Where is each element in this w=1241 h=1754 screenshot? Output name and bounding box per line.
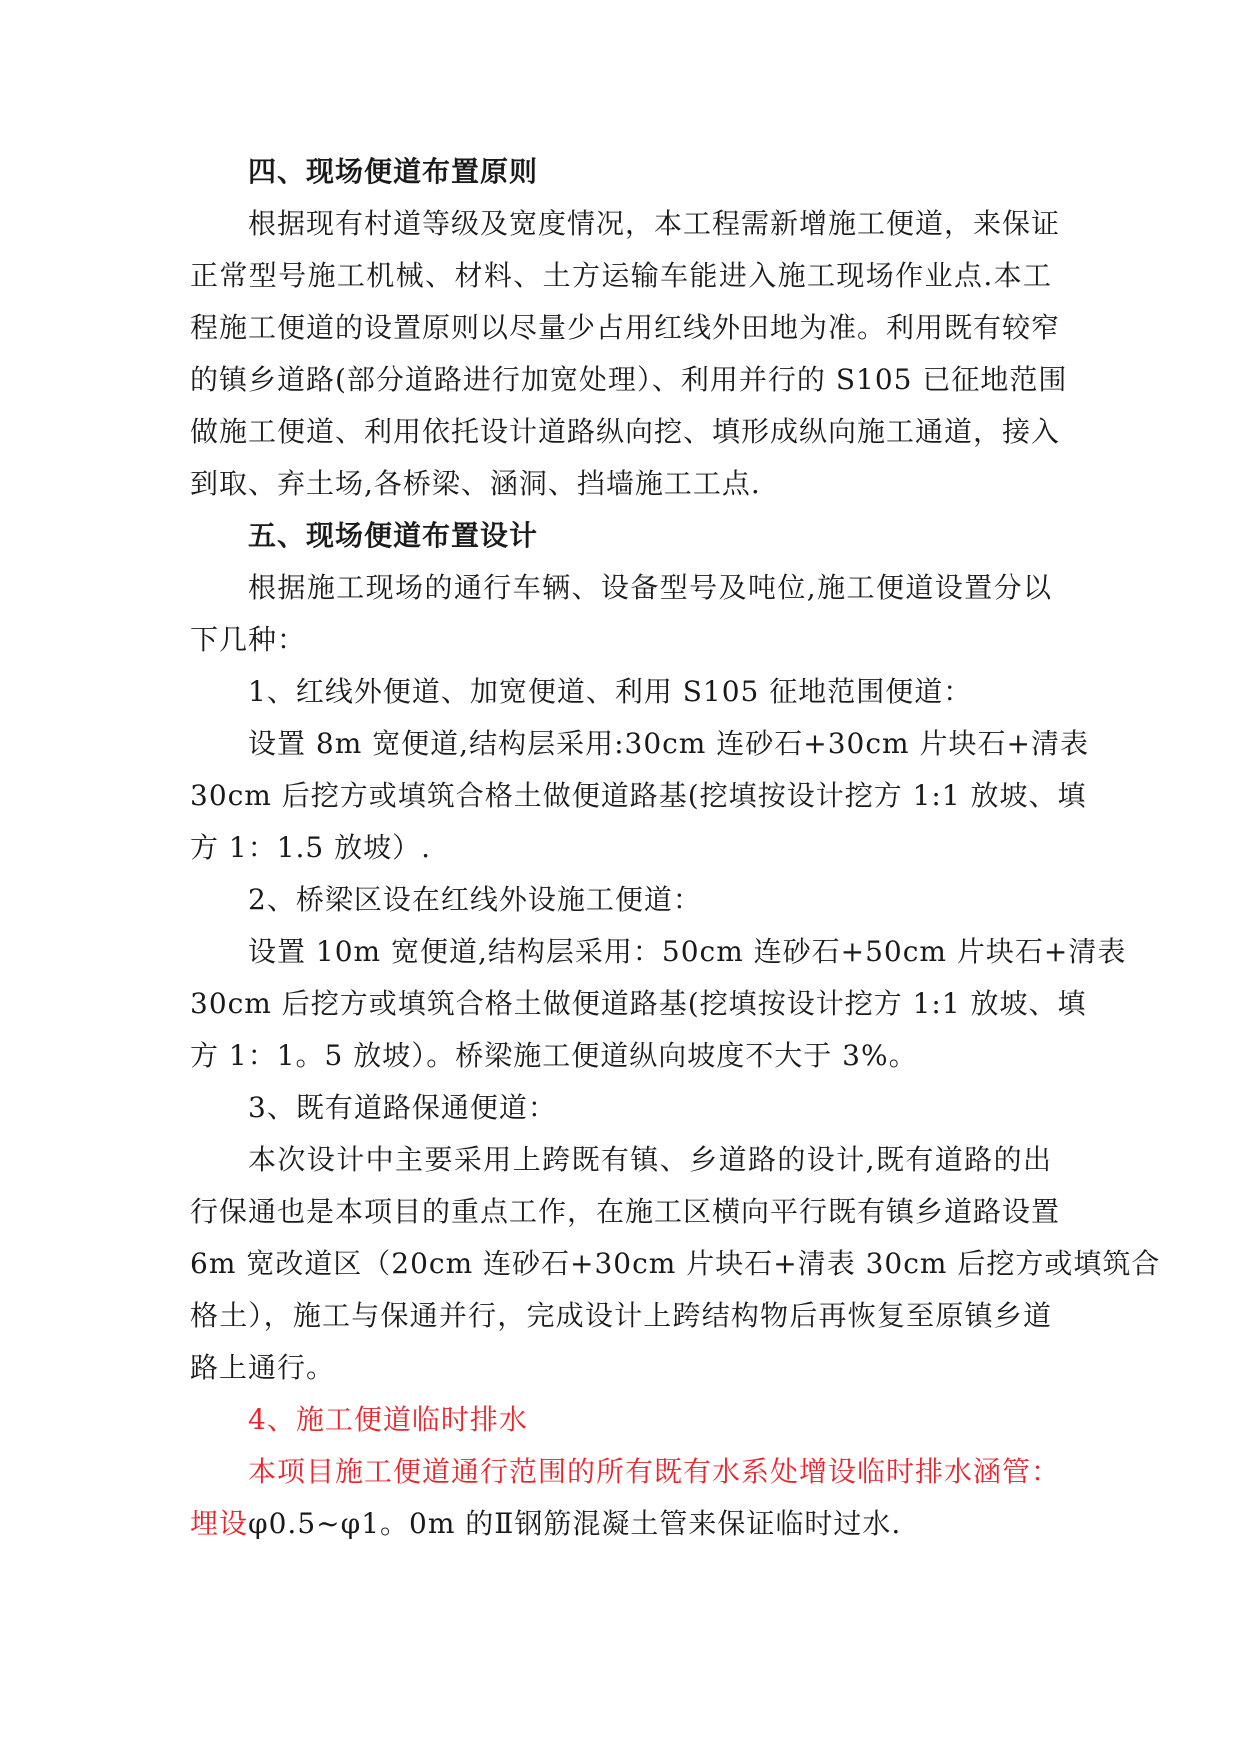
text-line: 30cm 后挖方或填筑合格土做便道路基(挖填按设计挖方 1:1 放坡、填 — [190, 987, 1087, 1020]
text-line: 4、施工便道临时排水 — [248, 1403, 528, 1436]
section-heading: 五、现场便道布置设计 — [248, 519, 539, 552]
text-line: 行保通也是本项目的重点工作，在施工区横向平行既有镇乡道路设置 — [190, 1195, 1061, 1228]
text-line: 6m 宽改道区（20cm 连砂石+30cm 片块石+清表 30cm 后挖方或填筑合 — [190, 1247, 1161, 1280]
text-line: 本次设计中主要采用上跨既有镇、乡道路的设计,既有道路的出 — [248, 1143, 1052, 1176]
text-line: 本项目施工便道通行范围的所有既有水系处增设临时排水涵管： — [248, 1455, 1061, 1488]
text-line: 做施工便道、利用依托设计道路纵向挖、填形成纵向施工通道，接入 — [190, 415, 1061, 448]
text-fragment: φ0.5~φ1。0m 的Ⅱ钢筋混凝土管来保证临时过水. — [248, 1507, 902, 1540]
text-line: 设置 8m 宽便道,结构层采用:30cm 连砂石+30cm 片块石+清表 — [248, 727, 1089, 760]
text-line: 的镇乡道路(部分道路进行加宽处理）、利用并行的 S105 已征地范围 — [190, 363, 1068, 396]
text-line: 方 1：1。5 放坡）。桥梁施工便道纵向坡度不大于 3%。 — [190, 1039, 918, 1072]
text-line: 到取、弃土场,各桥梁、涵洞、挡墙施工工点. — [190, 467, 761, 500]
text-line: 格土），施工与保通并行，完成设计上跨结构物后再恢复至原镇乡道 — [190, 1299, 1052, 1332]
section-heading: 四、现场便道布置原则 — [248, 155, 539, 188]
text-line: 根据施工现场的通行车辆、设备型号及吨位,施工便道设置分以 — [248, 571, 1052, 604]
text-line: 方 1：1.5 放坡）. — [190, 831, 432, 864]
text-line: 路上通行。 — [190, 1351, 336, 1384]
text-line: 2、桥梁区设在红线外设施工便道： — [248, 883, 702, 916]
text-line — [190, 1504, 901, 1544]
highlighted-text: 埋设 — [190, 1507, 249, 1540]
text-line: 正常型号施工机械、材料、土方运输车能进入施工现场作业点.本工 — [190, 259, 1052, 292]
text-line: 下几种： — [190, 623, 307, 656]
text-line: 30cm 后挖方或填筑合格土做便道路基(挖填按设计挖方 1:1 放坡、填 — [190, 779, 1087, 812]
text-line: 1、红线外便道、加宽便道、利用 S105 征地范围便道： — [248, 675, 973, 708]
text-line: 程施工便道的设置原则以尽量少占用红线外田地为准。利用既有较窄 — [190, 311, 1061, 344]
text-line: 设置 10m 宽便道,结构层采用：50cm 连砂石+50cm 片块石+清表 — [248, 935, 1127, 968]
text-line: 3、既有道路保通便道： — [248, 1091, 557, 1124]
text-line: 根据现有村道等级及宽度情况，本工程需新增施工便道，来保证 — [248, 207, 1061, 240]
